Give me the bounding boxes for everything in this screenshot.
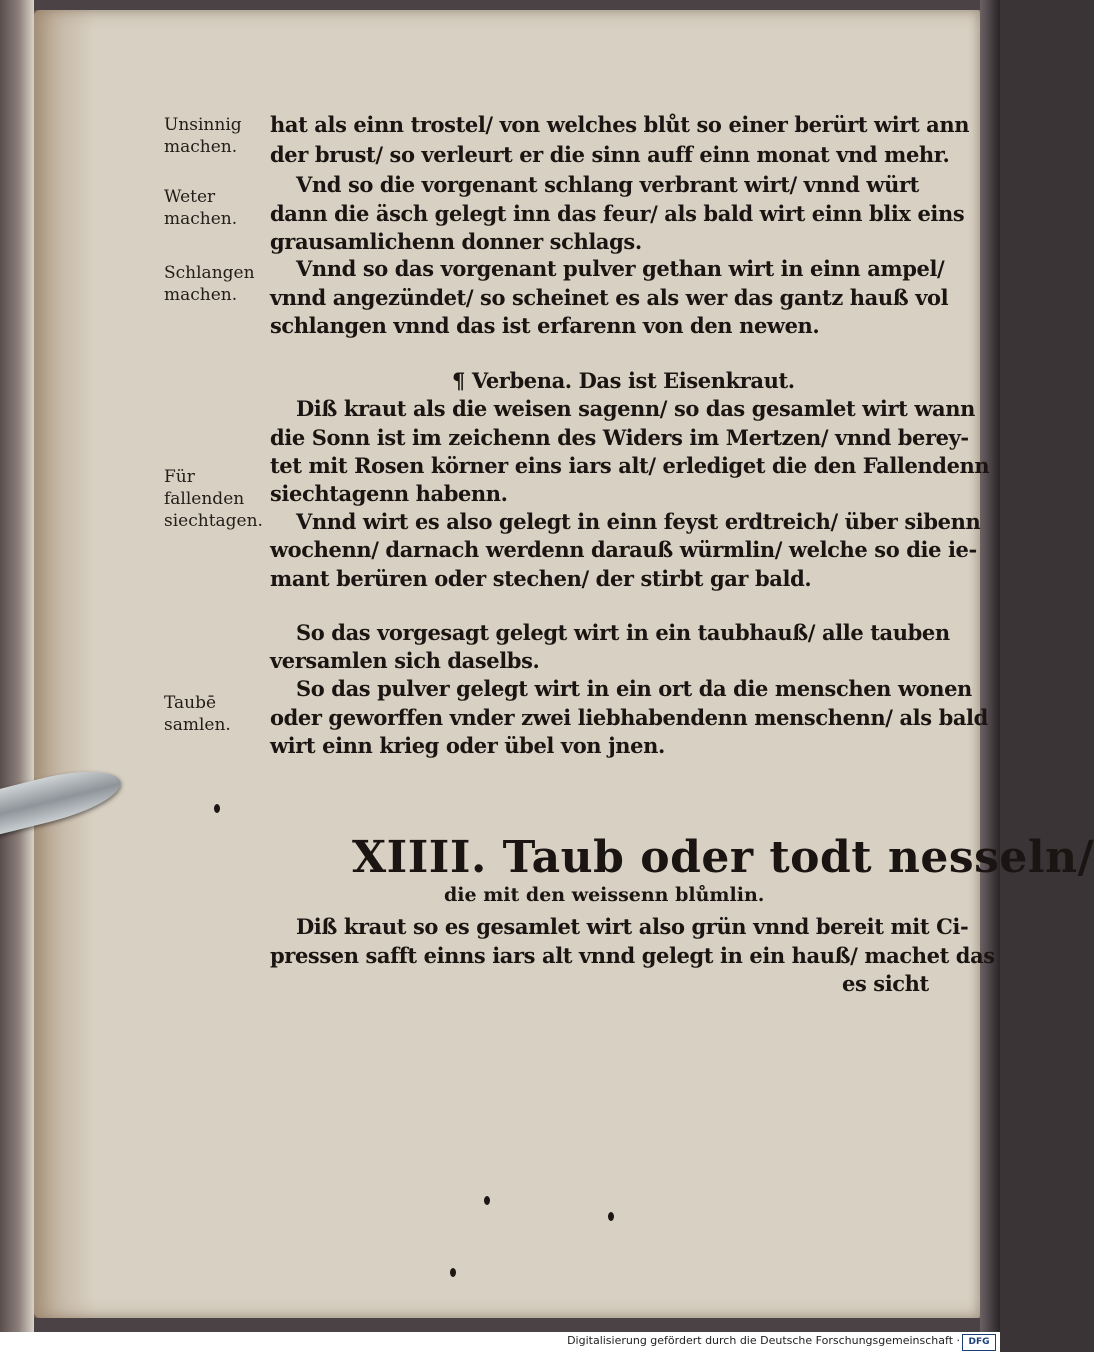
body-line: versamlen sich daselbs. — [270, 648, 540, 673]
chapter-subheading: die mit den weissenn blůmlin. — [444, 884, 765, 906]
body-line: grausamlichenn donner schlags. — [270, 229, 642, 254]
chapter-line: Diß kraut so es gesamlet wirt also grün vnnd bereit mit Ci- — [296, 914, 969, 939]
footer-credit: Digitalisierung gefördert durch die Deutsche Forschungsgemeinschaft · — [567, 1334, 960, 1347]
body-line: tet mit Rosen körner eins iars alt/ erlediget die den Fallendenn — [270, 453, 990, 478]
book-binding — [0, 0, 34, 1332]
chapter-heading: XIIII. Taub oder todt nesseln/ — [352, 832, 1094, 883]
ink-spot — [608, 1212, 614, 1221]
margin-note-weter: Weter machen. — [164, 187, 238, 229]
body-line: wirt einn krieg oder übel von jnen. — [270, 733, 665, 758]
body-line: So das vorgesagt gelegt wirt in ein taubhauß/ alle tauben — [296, 620, 950, 645]
page-gutter-shadow — [34, 10, 94, 1318]
body-line: die Sonn ist im zeichenn des Widers im Mertzen/ vnnd berey- — [270, 425, 969, 450]
body-line: siechtagenn habenn. — [270, 481, 508, 506]
margin-note-unsinnig: Unsinnig machen. — [164, 115, 242, 157]
body-line: Diß kraut als die weisen sagenn/ so das gesamlet wirt wann — [296, 396, 975, 421]
chapter-line: pressen safft einns iars alt vnnd gelegt in ein hauß/ machet das — [270, 943, 995, 968]
catchword: es sicht — [842, 971, 929, 996]
page-right-edge — [980, 0, 1000, 1332]
footer-bar — [0, 1332, 1000, 1352]
section-title-verbena: ¶ Verbena. Das ist Eisenkraut. — [452, 368, 795, 393]
body-line: vnnd angezündet/ so scheinet es als wer das gantz hauß vol — [270, 285, 949, 310]
body-line: hat als einn trostel/ von welches blůt so einer berürt wirt ann — [270, 112, 970, 137]
ink-spot — [450, 1268, 456, 1277]
ink-spot — [484, 1196, 490, 1205]
dfg-logo: DFG — [962, 1334, 996, 1351]
body-line: oder geworffen vnder zwei liebhabendenn menschenn/ als bald — [270, 705, 988, 730]
margin-note-fallenden: Für fallenden siechtagen. — [164, 467, 263, 531]
body-line: Vnnd so das vorgenant pulver gethan wirt in einn ampel/ — [296, 256, 945, 281]
body-line: dann die äsch gelegt inn das feur/ als bald wirt einn blix eins — [270, 201, 965, 226]
ink-spot — [214, 804, 220, 813]
body-line: mant berüren oder stechen/ der stirbt gar bald. — [270, 566, 812, 591]
body-line: Vnnd wirt es also gelegt in einn feyst erdtreich/ über sibenn — [296, 509, 981, 534]
margin-note-schlangen: Schlangen machen. — [164, 263, 255, 305]
body-line: schlangen vnnd das ist erfarenn von den newen. — [270, 313, 820, 338]
body-line: So das pulver gelegt wirt in ein ort da die menschen wonen — [296, 676, 972, 701]
margin-note-tauben: Taubē samlen. — [164, 693, 231, 735]
body-line: wochenn/ darnach werdenn darauß würmlin/ welche so die ie- — [270, 537, 977, 562]
body-line: Vnd so die vorgenant schlang verbrant wirt/ vnnd würt — [296, 172, 919, 197]
body-line: der brust/ so verleurt er die sinn auff einn monat vnd mehr. — [270, 142, 950, 167]
